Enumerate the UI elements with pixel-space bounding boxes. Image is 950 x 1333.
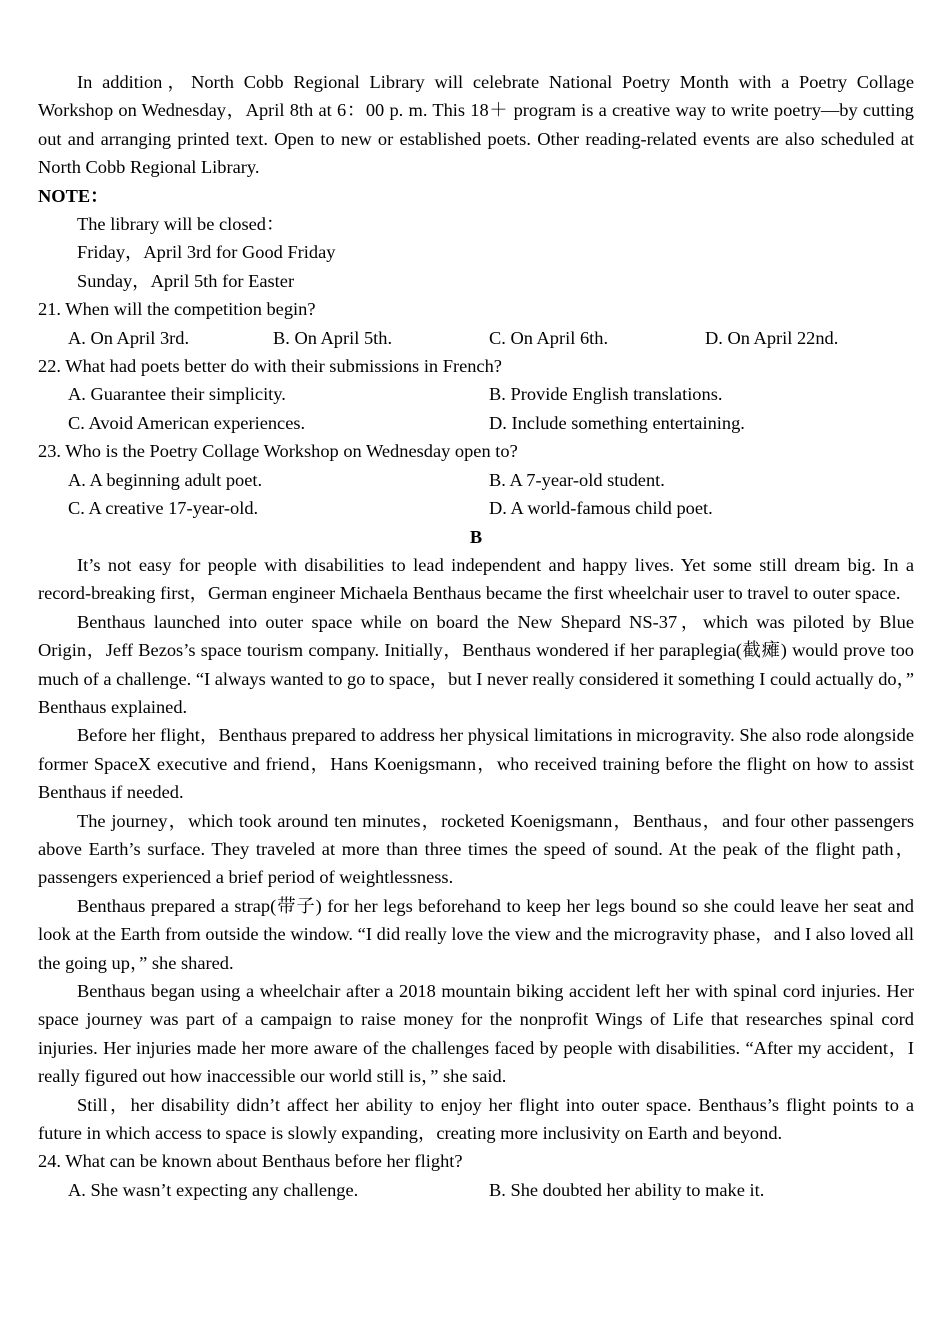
option-a: A. Guarantee their simplicity. <box>68 384 286 405</box>
option-b: B. A 7-year-old student. <box>489 469 665 490</box>
option-d: D. A world-famous child poet. <box>489 498 713 519</box>
answer-options <box>38 466 914 523</box>
option-a: A. A beginning adult poet. <box>68 469 263 490</box>
option-d: D. Include something entertaining. <box>489 412 745 433</box>
section-heading-b: B <box>469 526 483 547</box>
passage-b-paragraph: It’s not easy for people with disabilities to lead independent and happy lives. Yet some still dream big. In a record-breaking first，German engineer Michaela Benthaus became the first wheelchair user to travel to outer space. <box>38 554 914 604</box>
passage-a-closing-paragraph: In addition，North Cobb Regional Library will celebrate National Poetry Month with a Poetry Collage Workshop on Wednesday，April 8th at 6：00 p. m. This 18＋ program is a creative way to write poetry—by cutting out and arranging printed text. Open to new or established poets. Other reading-related events are also scheduled at North Cobb Regional Library. <box>38 72 914 178</box>
question-stem: 21. When will the competition begin? <box>38 299 316 320</box>
option-b: B. She doubted her ability to make it. <box>489 1179 765 1200</box>
question-stem: 22. What had poets better do with their submissions in French? <box>38 356 502 377</box>
answer-options <box>38 380 914 437</box>
passage-b-paragraph: Before her flight，Benthaus prepared to address her physical limitations in microgravity. She also rode alongside former SpaceX executive and friend，Hans Koenigsmann，who received training before the flight on how to assist Benthaus if needed. <box>38 725 914 803</box>
answer-options <box>38 1176 914 1204</box>
passage-b-paragraph: Benthaus prepared a strap(带子) for her legs beforehand to keep her legs bound so she could leave her seat and look at the Earth from outside the window. “I did really love the view and the microgravity phase，and I also loved all the going up，” she shared. <box>38 895 914 973</box>
passage-b-paragraph: The journey，which took around ten minutes，rocketed Koenigsmann，Benthaus，and four other passengers above Earth’s surface. They traveled at more than three times the speed of sound. At the peak of the flight path，passengers experienced a brief period of weightlessness. <box>38 810 914 888</box>
option-c: C. Avoid American experiences. <box>68 412 306 433</box>
question-stem: 23. Who is the Poetry Collage Workshop on Wednesday open to? <box>38 441 518 462</box>
passage-b-paragraph: Benthaus launched into outer space while on board the New Shepard NS-37，which was piloted by Blue Origin，Jeff Bezos’s space tourism company. Initially，Benthaus wondered if her paraplegia(截瘫) would prove too much of a challenge. “I always wanted to go to space，but I never really considered it something I could actually do，” Benthaus explained. <box>38 611 914 717</box>
option-c: C. On April 6th. <box>489 327 609 348</box>
option-b: B. Provide English translations. <box>489 384 723 405</box>
question-22 <box>38 352 914 437</box>
option-a: A. On April 3rd. <box>68 327 190 348</box>
note-line: Friday，April 3rd for Good Friday <box>77 242 336 263</box>
answer-options <box>38 324 914 352</box>
exam-page <box>38 68 914 1204</box>
note-line: The library will be closed： <box>77 214 285 235</box>
passage-b-paragraph: Still，her disability didn’t affect her ability to enjoy her flight into outer space. Benthaus’s flight points to a future in which access to space is slowly expanding，creating more inclusivity on Earth and beyond. <box>38 1094 914 1144</box>
question-23 <box>38 437 914 522</box>
passage-b-paragraph: Benthaus began using a wheelchair after a 2018 mountain biking accident left her with spinal cord injuries. Her space journey was part of a campaign to raise money for the nonprofit Wings of Life that researches spinal cord injuries. Her injuries made her more aware of the challenges faced by people with disabilities. “After my accident，I really figured out how inaccessible our world still is，” she said. <box>38 981 914 1087</box>
question-stem: 24. What can be known about Benthaus before her flight? <box>38 1151 463 1172</box>
option-c: C. A creative 17-year-old. <box>68 498 259 519</box>
option-d: D. On April 22nd. <box>705 327 839 348</box>
option-b: B. On April 5th. <box>273 327 393 348</box>
note-label: NOTE： <box>38 185 109 206</box>
note-line: Sunday，April 5th for Easter <box>77 270 295 291</box>
question-24 <box>38 1147 914 1204</box>
option-a: A. She wasn’t expecting any challenge. <box>68 1179 359 1200</box>
question-21 <box>38 295 914 352</box>
